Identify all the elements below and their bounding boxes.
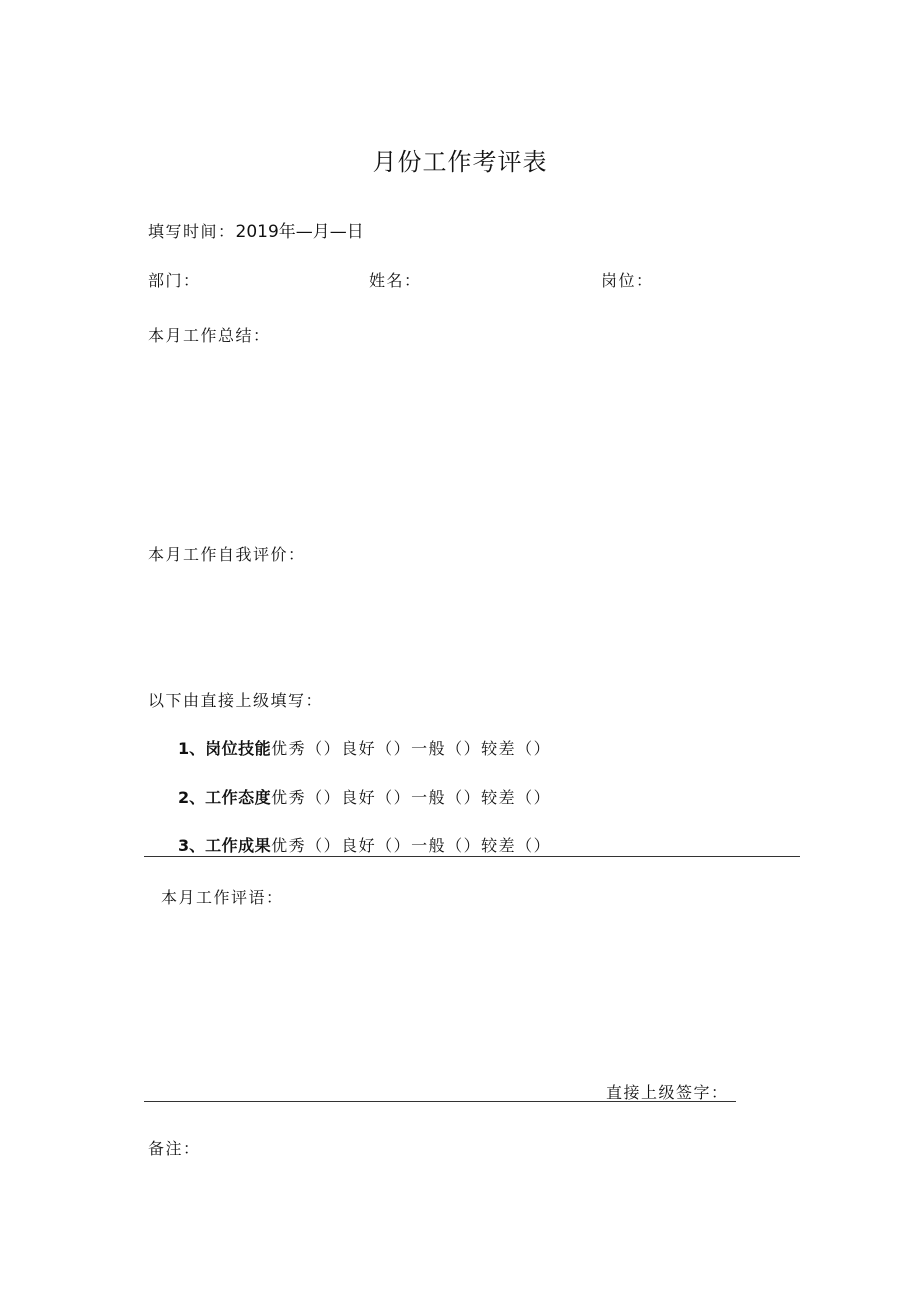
divider-line — [144, 856, 800, 857]
rating-row-attitude — [178, 785, 551, 808]
fill-time-date: 2019年—月—日 — [235, 222, 364, 242]
monthly-comment-label: 本月工作评语： — [161, 888, 284, 907]
name-label: 姓名： — [369, 271, 422, 290]
position-label: 岗位： — [601, 271, 654, 290]
rating-category: 工作成果 — [205, 836, 272, 855]
page-title: 月份工作考评表 — [372, 148, 548, 176]
self-evaluation-label: 本月工作自我评价： — [148, 545, 306, 564]
fill-time-label: 填写时间： — [148, 222, 236, 241]
department-label: 部门： — [148, 271, 201, 290]
rating-number: 1、 — [178, 739, 206, 758]
fill-time-row — [148, 217, 364, 242]
signature-line — [144, 1101, 736, 1102]
supervisor-signature-label: 直接上级签字： — [606, 1083, 729, 1102]
rating-category: 岗位技能 — [205, 739, 272, 758]
rating-options: 优秀（）良好（）一般（）较差（） — [271, 836, 552, 855]
rating-options: 优秀（）良好（）一般（）较差（） — [271, 739, 552, 758]
rating-category: 工作态度 — [205, 788, 272, 807]
rating-row-results — [178, 833, 551, 856]
rating-options: 优秀（）良好（）一般（）较差（） — [271, 788, 552, 807]
monthly-summary-label: 本月工作总结： — [148, 326, 271, 345]
rating-number: 3、 — [178, 836, 206, 855]
rating-number: 2、 — [178, 788, 206, 807]
supervisor-fill-label: 以下由直接上级填写： — [148, 691, 324, 710]
rating-row-skill — [178, 736, 551, 759]
remarks-label: 备注： — [148, 1139, 201, 1158]
